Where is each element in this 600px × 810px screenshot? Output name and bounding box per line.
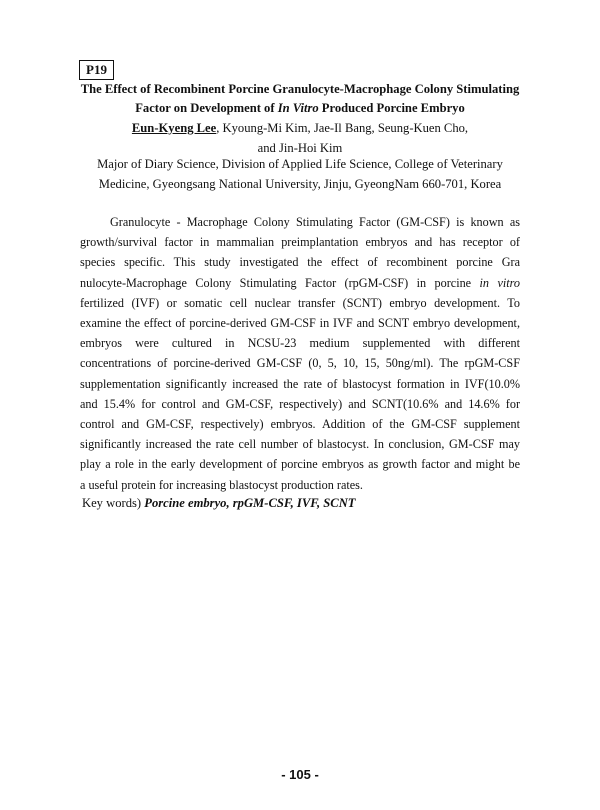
abstract-line: and 15.4% for control and GM-CSF, respectively) and SCNT(10.6% and 14.6% for (80, 396, 520, 411)
abstract-line: significantly increased the rate cell number of blastocyst. In conclusion, GM-CSF may (80, 437, 520, 452)
affiliation-line-1: Major of Diary Science, Division of Applied Life Science, College of Veterinary (97, 157, 503, 171)
authors-line-1: Eun-Kyeng Lee, Kyoung-Mi Kim, Jae-Il Bang, Seung-Kuen Cho, (131, 121, 469, 135)
paper-title (60, 80, 540, 117)
keywords-label: Key words) (82, 496, 145, 510)
abstract-line: embryos were cultured in NCSU-23 medium supplemented with different (80, 336, 520, 351)
abstract-line: supplementation significantly increased the rate of blastocyst formation in IVF(10.0% (80, 376, 520, 391)
affiliation-line-2: Medicine, Gyeongsang National University, Jinju, GyeongNam 660-701, Korea (98, 176, 502, 191)
authors-line-2: and Jin-Hoi Kim (257, 140, 343, 155)
abstract-line: concentrations of porcine-derived GM-CSF (0, 5, 10, 15, 50ng/ml). The rpGM-CSF (80, 356, 520, 371)
presenting-author: Eun-Kyeng Lee (131, 121, 217, 135)
abstract-line: play a role in the early development of porcine embryos as growth factor and might be (80, 457, 520, 472)
page-number: - 105 - (281, 767, 319, 782)
keywords-values: Porcine embryo, rpGM-CSF, IVF, SCNT (144, 496, 356, 510)
affiliation (60, 155, 540, 194)
abstract-line: examine the effect of porcine-derived GM-CSF in IVF and SCNT embryo development, (80, 316, 520, 331)
abstract-line: nulocyte-Macrophage Colony Stimulating Factor (rpGM-CSF) in porcine in vitro (80, 275, 521, 290)
keywords (82, 494, 355, 512)
title-italic-term: In Vitro (277, 100, 319, 115)
title-line-1: The Effect of Recombinent Porcine Granulocyte-Macrophage Colony Stimulating (80, 82, 520, 96)
abstract-body (80, 212, 520, 495)
abstract-line: control and GM-CSF, respectively) embryos. Addition of the GM-CSF supplement (80, 417, 520, 432)
abstract-italic-term: in vitro (479, 275, 521, 290)
abstract-line: a useful protein for increasing blastocyst production rates. (80, 477, 363, 492)
abstract-line: growth/survival factor in mammalian preimplantation embryos and has receptor of (80, 235, 520, 250)
abstract-line: fertilized (IVF) or somatic cell nuclear transfer (SCNT) embryo development. To (80, 295, 520, 310)
title-line-2: Factor on Development of In Vitro Produced Porcine Embryo (135, 100, 465, 115)
author-list (60, 119, 540, 158)
poster-id-label: P19 (79, 60, 114, 80)
abstract-line: Granulocyte - Macrophage Colony Stimulating Factor (GM-CSF) is known as (110, 215, 520, 229)
abstract-line: species specific. This study investigated the effect of recombinent porcine Gra (80, 255, 520, 270)
